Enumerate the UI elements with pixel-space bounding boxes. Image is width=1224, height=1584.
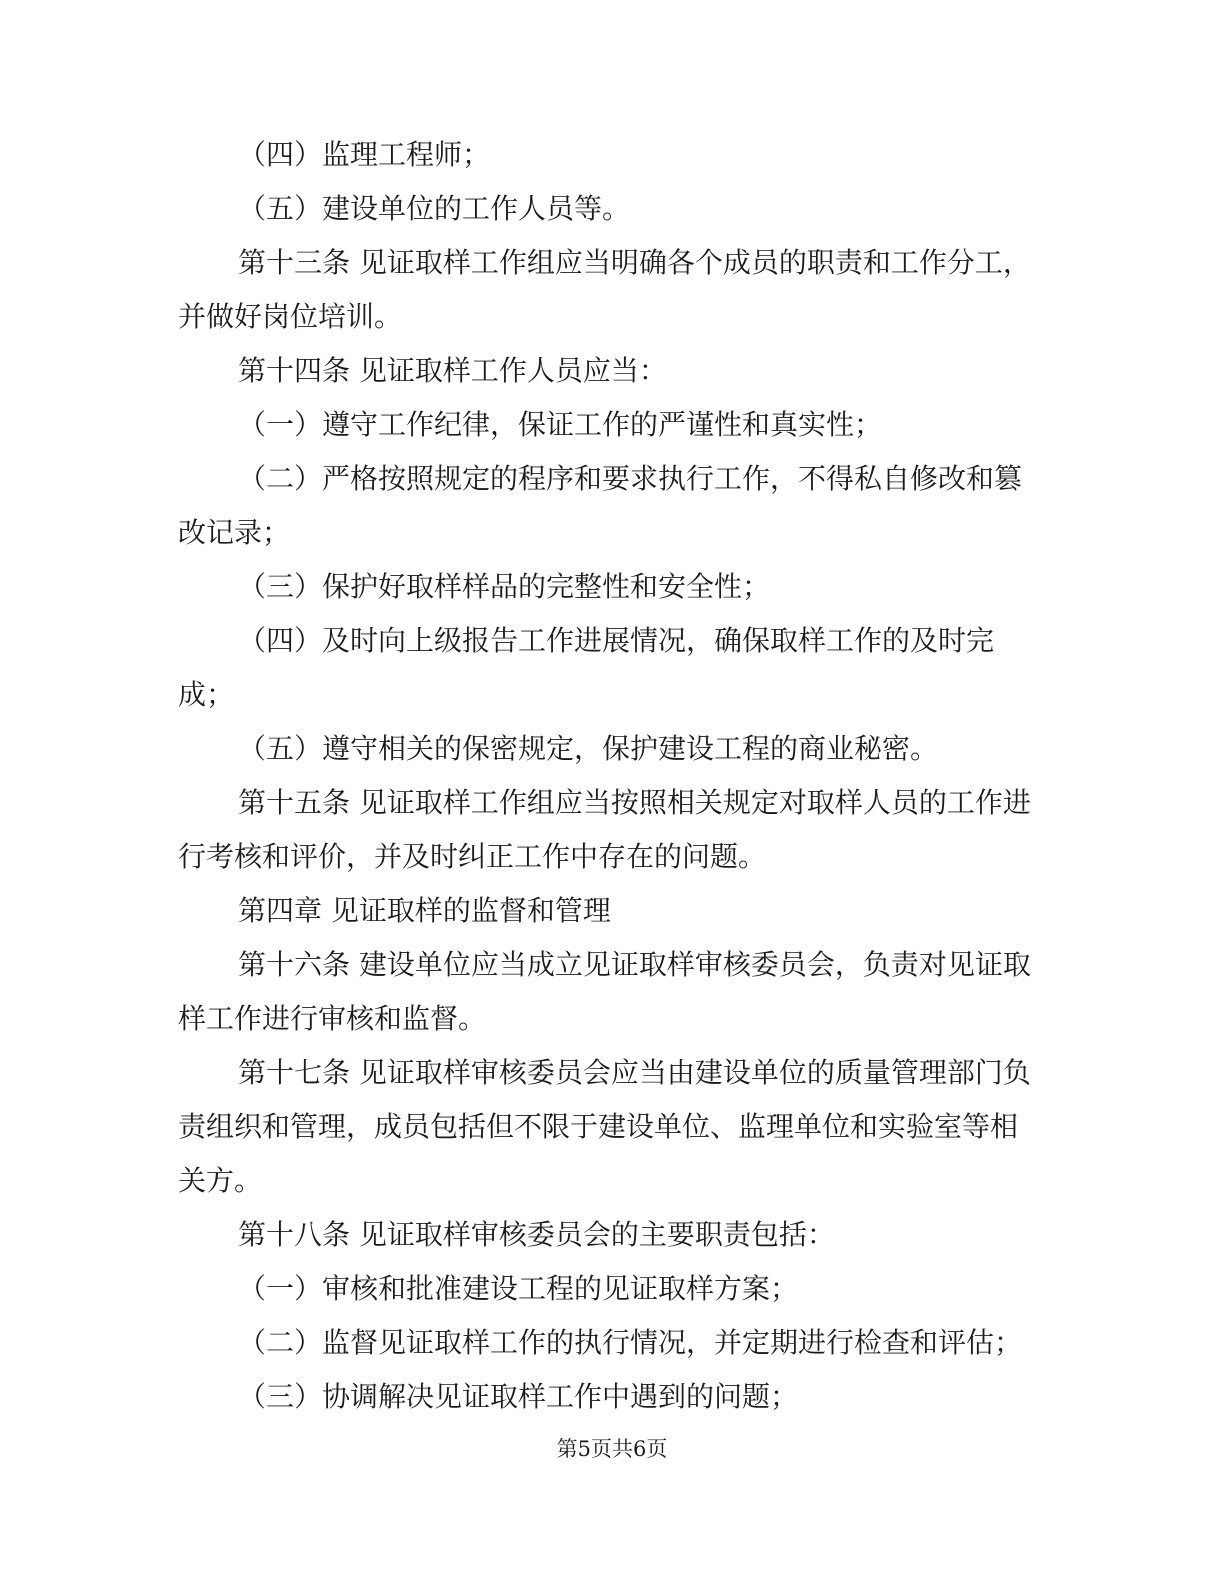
text-line: 关方。: [178, 1164, 263, 1197]
page-number: 第5页共6页: [556, 1437, 668, 1461]
text-line: 第四章 见证取样的监督和管理: [238, 894, 611, 927]
text-line: （一）遵守工作纪律，保证工作的严谨性和真实性；: [238, 408, 883, 441]
text-line: 行考核和评价，并及时纠正工作中存在的问题。: [178, 840, 767, 873]
text-line: 改记录；: [178, 516, 291, 549]
text-line: （一）审核和批准建设工程的见证取样方案；: [238, 1272, 799, 1305]
text-line: 样工作进行审核和监督。: [178, 1002, 487, 1035]
text-line: 第十六条 建设单位应当成立见证取样审核委员会，负责对见证取: [238, 948, 1031, 981]
text-line: 责组织和管理，成员包括但不限于建设单位、监理单位和实验室等相: [178, 1110, 1019, 1143]
text-line: （三）保护好取样样品的完整性和安全性；: [238, 570, 771, 603]
text-line: （四）监理工程师；: [238, 138, 491, 171]
text-line: 成；: [178, 678, 235, 711]
text-line: 第十八条 见证取样审核委员会的主要职责包括：: [238, 1218, 835, 1251]
document-body: [178, 128, 1040, 1424]
text-line: （二）严格按照规定的程序和要求执行工作，不得私自修改和篡: [238, 462, 1023, 495]
text-line: （五）遵守相关的保密规定，保护建设工程的商业秘密。: [238, 732, 939, 765]
text-line: （四）及时向上级报告工作进展情况，确保取样工作的及时完: [238, 624, 995, 657]
text-line: 第十七条 见证取样审核委员会应当由建设单位的质量管理部门负: [238, 1056, 1031, 1089]
text-line: （三）协调解决见证取样工作中遇到的问题；: [238, 1380, 799, 1413]
text-line: 第十三条 见证取样工作组应当明确各个成员的职责和工作分工，: [238, 246, 1031, 279]
text-line: （二）监督见证取样工作的执行情况，并定期进行检查和评估；: [238, 1326, 1023, 1359]
text-line: 并做好岗位培训。: [178, 300, 403, 333]
text-line: 第十四条 见证取样工作人员应当：: [238, 354, 667, 387]
text-line: （五）建设单位的工作人员等。: [238, 192, 631, 225]
text-line: 第十五条 见证取样工作组应当按照相关规定对取样人员的工作进: [238, 786, 1031, 819]
